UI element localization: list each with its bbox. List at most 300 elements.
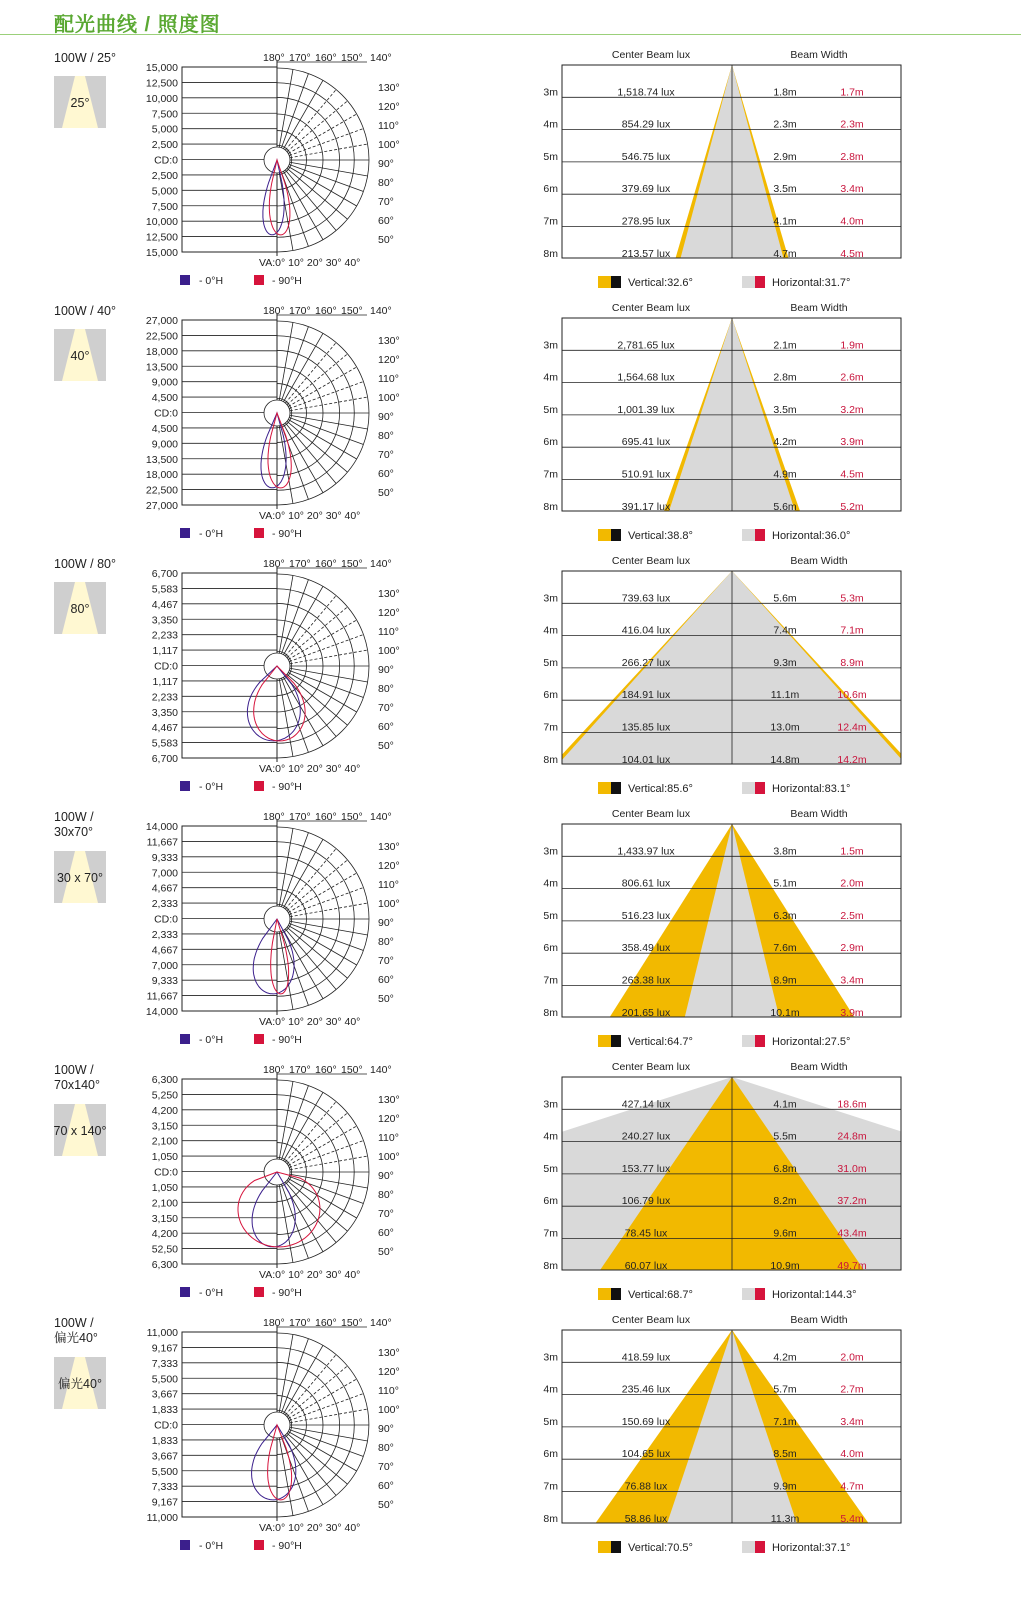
legend-90h-label: - 90°H: [272, 1540, 302, 1552]
horizontal-width-value: 4.7m: [840, 1480, 864, 1493]
distance-label: 8m: [543, 1512, 558, 1525]
distance-label: 8m: [543, 1006, 558, 1019]
polar-right-angle: 80°: [378, 936, 394, 948]
polar-tick-label: 6,300: [151, 1259, 178, 1271]
product-row-0: [54, 49, 901, 289]
vertical-width-value: 2.1m: [773, 339, 797, 352]
vertical-width-value: 1.8m: [773, 86, 797, 99]
polar-right-angle: 70°: [378, 196, 394, 208]
polar-right-angle: 120°: [378, 101, 400, 113]
distance-label: 4m: [543, 877, 558, 890]
distance-label: 6m: [543, 436, 558, 449]
legend-0h-swatch: [180, 528, 190, 538]
polar-tick-label: 5,250: [151, 1089, 178, 1102]
polar-right-angle: 110°: [378, 879, 399, 891]
center-lux-value: 1,564.68 lux: [617, 371, 675, 384]
polar-top-angle: 160°: [315, 52, 337, 64]
legend-90h-label: - 90°H: [272, 1287, 302, 1299]
legend-0h-label: - 0°H: [199, 275, 224, 287]
polar-tick-label: 3,150: [151, 1120, 178, 1133]
col-center-header: Center Beam lux: [611, 1314, 691, 1326]
polar-tick-label: 18,000: [145, 469, 178, 482]
distance-label: 3m: [543, 339, 558, 352]
polar-top-angle: 160°: [315, 1317, 337, 1329]
vertical-width-value: 7.1m: [773, 1415, 797, 1428]
vertical-width-value: 10.1m: [770, 1006, 800, 1019]
horizontal-angle-label: Horizontal:36.0°: [772, 530, 851, 542]
horizontal-width-value: 2.7m: [840, 1383, 864, 1396]
distance-label: 7m: [543, 1480, 558, 1493]
polar-tick-label: 15,000: [145, 62, 178, 74]
vertical-width-value: 9.9m: [773, 1480, 797, 1493]
polar-right-angle: 130°: [378, 841, 400, 853]
horizontal-width-value: 18.6m: [837, 1098, 867, 1111]
polar-tick-label: 2,500: [151, 169, 178, 182]
polar-tick-label: 5,000: [151, 185, 178, 198]
polar-right-angle: 120°: [378, 1113, 400, 1125]
polar-top-angle: 180°: [263, 305, 285, 317]
center-lux-value: 240.27 lux: [621, 1130, 671, 1143]
legend-0h-label: - 0°H: [199, 528, 224, 540]
distance-label: 5m: [543, 1162, 558, 1175]
horizontal-angle-label: Horizontal:144.3°: [772, 1289, 857, 1301]
horizontal-width-value: 2.8m: [840, 150, 864, 163]
horizontal-width-value: 10.6m: [837, 689, 867, 702]
polar-right-angle: 100°: [378, 139, 400, 151]
polar-top-angle: 170°: [289, 558, 311, 570]
legend-0h-swatch: [180, 781, 190, 791]
polar-right-angle: 80°: [378, 683, 394, 695]
center-lux-value: 135.85 lux: [621, 721, 671, 734]
center-lux-value: 695.41 lux: [621, 436, 671, 449]
polar-top-angle: 180°: [263, 811, 285, 823]
col-width-header: Beam Width: [790, 49, 848, 61]
horizontal-swatch-red: [755, 1541, 765, 1553]
polar-right-angle: 90°: [378, 1170, 394, 1182]
horizontal-width-value: 5.3m: [840, 592, 864, 605]
distance-label: 7m: [543, 721, 558, 734]
col-center-header: Center Beam lux: [611, 555, 691, 567]
polar-tick-label: 11,000: [146, 1327, 178, 1339]
center-lux-value: 104.01 lux: [621, 753, 671, 766]
vertical-width-value: 4.7m: [773, 247, 797, 260]
distance-label: 3m: [543, 86, 558, 99]
vertical-width-value: 3.8m: [773, 845, 797, 858]
polar-right-angle: 120°: [378, 1366, 400, 1378]
polar-tick-label: 1,117: [152, 675, 178, 688]
vertical-width-value: 5.6m: [773, 592, 797, 605]
polar-top-angle: 150°: [341, 811, 363, 823]
legend-90h-label: - 90°H: [272, 781, 302, 793]
polar-right-angle: 110°: [378, 1132, 399, 1144]
polar-right-angle: 60°: [378, 721, 394, 733]
col-center-header: Center Beam lux: [611, 49, 691, 61]
vertical-swatch-dark: [611, 1541, 621, 1553]
polar-tick-label: 9,167: [151, 1342, 178, 1355]
polar-tick-label: 4,200: [151, 1228, 178, 1241]
vertical-width-value: 11.3m: [770, 1512, 800, 1525]
legend-0h-label: - 0°H: [199, 1287, 224, 1299]
polar-right-angle: 60°: [378, 974, 394, 986]
polar-right-angle: 50°: [378, 1246, 394, 1258]
horizontal-swatch-red: [755, 529, 765, 541]
polar-right-angle: 80°: [378, 1442, 394, 1454]
polar-right-angle: 130°: [378, 1347, 400, 1359]
vertical-width-value: 9.3m: [773, 656, 797, 669]
horizontal-width-value: 4.5m: [840, 468, 864, 481]
center-lux-value: 213.57 lux: [621, 247, 671, 260]
polar-bottom-angles: VA:0° 10° 20° 30° 40°: [259, 1269, 361, 1281]
beam-badge-label: 偏光40°: [58, 1377, 102, 1391]
polar-right-angle: 100°: [378, 1404, 400, 1416]
vertical-width-value: 2.9m: [773, 150, 797, 163]
vertical-width-value: 10.9m: [770, 1259, 800, 1272]
vertical-swatch: [598, 1288, 611, 1300]
polar-tick-label: CD:0: [154, 407, 178, 420]
polar-tick-label: 9,333: [151, 975, 178, 988]
polar-tick-label: 1,050: [151, 1151, 178, 1164]
polar-top-angle: 170°: [289, 52, 311, 64]
legend-90h-swatch: [254, 275, 264, 285]
vertical-width-value: 8.5m: [773, 1448, 797, 1461]
legend-0h-label: - 0°H: [199, 1034, 224, 1046]
polar-bottom-angles: VA:0° 10° 20° 30° 40°: [259, 1522, 361, 1534]
horizontal-width-value: 24.8m: [837, 1130, 867, 1143]
vertical-angle-label: Vertical:64.7°: [628, 1036, 693, 1048]
center-lux-value: 266.27 lux: [621, 656, 671, 669]
product-label: 70x140°: [54, 1078, 101, 1092]
polar-tick-label: 2,333: [151, 898, 178, 911]
polar-right-angle: 80°: [378, 430, 394, 442]
horizontal-angle-label: Horizontal:83.1°: [772, 783, 851, 795]
distance-label: 6m: [543, 1195, 558, 1208]
polar-tick-label: 5,583: [151, 583, 178, 596]
legend-0h-swatch: [180, 275, 190, 285]
center-lux-value: 263.38 lux: [621, 974, 671, 987]
polar-right-angle: 60°: [378, 1480, 394, 1492]
product-label: 100W /: [54, 1316, 94, 1330]
polar-right-angle: 130°: [378, 335, 400, 347]
polar-right-angle: 70°: [378, 1461, 394, 1473]
vertical-width-value: 2.3m: [773, 118, 797, 131]
polar-tick-label: 4,467: [151, 722, 178, 735]
distance-label: 3m: [543, 1098, 558, 1111]
legend-90h-swatch: [254, 528, 264, 538]
vertical-swatch: [598, 529, 611, 541]
product-row-4: [54, 1061, 1021, 1301]
vertical-angle-label: Vertical:38.8°: [628, 530, 693, 542]
polar-tick-label: 4,500: [151, 392, 178, 405]
polar-right-angle: 110°: [378, 1385, 399, 1397]
polar-top-angle: 180°: [263, 52, 285, 64]
polar-tick-label: CD:0: [154, 1419, 178, 1432]
polar-top-angle: 150°: [341, 1064, 363, 1076]
horizontal-width-value: 7.1m: [840, 624, 864, 637]
product-label: 100W /: [54, 810, 94, 824]
horizontal-width-value: 14.2m: [837, 753, 867, 766]
polar-tick-label: 13,500: [145, 361, 178, 374]
center-lux-value: 76.88 lux: [624, 1480, 668, 1493]
beam-badge-label: 25°: [70, 96, 90, 110]
polar-tick-label: 5,500: [151, 1465, 178, 1478]
polar-tick-label: 7,500: [151, 108, 178, 121]
center-lux-value: 201.65 lux: [621, 1006, 671, 1019]
polar-tick-label: 7,500: [151, 200, 178, 213]
horizontal-swatch: [742, 1035, 755, 1047]
polar-right-angle: 90°: [378, 411, 394, 423]
polar-top-angle: 150°: [341, 52, 363, 64]
horizontal-angle-label: Horizontal:37.1°: [772, 1542, 851, 1554]
vertical-width-value: 8.2m: [773, 1195, 797, 1208]
vertical-width-value: 13.0m: [770, 721, 800, 734]
center-lux-value: 427.14 lux: [621, 1098, 671, 1111]
polar-tick-label: 10,000: [145, 92, 178, 105]
polar-tick-label: 4,667: [151, 944, 178, 957]
polar-tick-label: 12,500: [145, 231, 178, 244]
polar-tick-label: 4,467: [151, 598, 178, 611]
horizontal-width-value: 2.9m: [840, 942, 864, 955]
vertical-width-value: 7.6m: [773, 942, 797, 955]
horizontal-width-value: 43.4m: [837, 1227, 867, 1240]
polar-right-angle: 130°: [378, 1094, 400, 1106]
vertical-swatch-dark: [611, 1288, 621, 1300]
center-lux-value: 546.75 lux: [621, 150, 671, 163]
polar-right-angle: 100°: [378, 1151, 400, 1163]
horizontal-width-value: 1.7m: [840, 86, 864, 99]
polar-tick-label: 2,500: [151, 139, 178, 152]
polar-right-angle: 50°: [378, 1499, 394, 1511]
polar-top-angle: 160°: [315, 558, 337, 570]
polar-tick-label: 1,050: [151, 1181, 178, 1194]
center-lux-value: 416.04 lux: [621, 624, 671, 637]
vertical-swatch-dark: [611, 782, 621, 794]
polar-tick-label: 27,000: [145, 315, 178, 327]
distance-label: 7m: [543, 1227, 558, 1240]
distance-label: 6m: [543, 942, 558, 955]
polar-right-angle: 100°: [378, 645, 400, 657]
vertical-width-value: 5.5m: [773, 1130, 797, 1143]
polar-bottom-angles: VA:0° 10° 20° 30° 40°: [259, 257, 361, 269]
distance-label: 7m: [543, 215, 558, 228]
polar-tick-label: 12,500: [145, 77, 178, 90]
distance-label: 3m: [543, 592, 558, 605]
center-lux-value: 1,433.97 lux: [617, 845, 675, 858]
polar-right-angle: 120°: [378, 607, 400, 619]
polar-tick-label: 3,350: [151, 706, 178, 719]
horizontal-width-value: 12.4m: [837, 721, 867, 734]
vertical-angle-label: Vertical:32.6°: [628, 277, 693, 289]
polar-right-angle: 110°: [378, 373, 399, 385]
distance-label: 5m: [543, 909, 558, 922]
center-lux-value: 516.23 lux: [621, 909, 671, 922]
vertical-width-value: 11.1m: [770, 689, 800, 702]
polar-tick-label: 10,000: [145, 216, 178, 229]
distance-label: 4m: [543, 1130, 558, 1143]
center-lux-value: 78.45 lux: [624, 1227, 668, 1240]
beam-badge-label: 70 x 140°: [53, 1124, 107, 1138]
distance-label: 6m: [543, 689, 558, 702]
polar-top-angle: 160°: [315, 305, 337, 317]
horizontal-width-value: 4.5m: [840, 247, 864, 260]
polar-top-angle: 150°: [341, 305, 363, 317]
vertical-width-value: 9.6m: [773, 1227, 797, 1240]
center-lux-value: 150.69 lux: [621, 1415, 671, 1428]
polar-right-angle: 50°: [378, 740, 394, 752]
polar-tick-label: 9,333: [151, 851, 178, 864]
polar-right-angle: 70°: [378, 1208, 394, 1220]
polar-tick-label: 4,667: [151, 882, 178, 895]
polar-right-angle: 80°: [378, 1189, 394, 1201]
polar-top-angle: 140°: [370, 52, 392, 64]
polar-right-angle: 90°: [378, 1423, 394, 1435]
polar-right-angle: 120°: [378, 860, 400, 872]
vertical-angle-label: Vertical:70.5°: [628, 1542, 693, 1554]
vertical-width-value: 14.8m: [770, 753, 800, 766]
polar-right-angle: 60°: [378, 1227, 394, 1239]
polar-top-angle: 150°: [341, 558, 363, 570]
horizontal-angle-label: Horizontal:31.7°: [772, 277, 851, 289]
polar-tick-label: 5,500: [151, 1373, 178, 1386]
polar-tick-label: 2,233: [151, 691, 178, 704]
polar-top-angle: 160°: [315, 811, 337, 823]
polar-tick-label: 3,667: [151, 1450, 178, 1463]
legend-90h-label: - 90°H: [272, 528, 302, 540]
polar-tick-label: 4,500: [151, 422, 178, 435]
center-lux-value: 418.59 lux: [621, 1351, 671, 1364]
polar-right-angle: 70°: [378, 955, 394, 967]
polar-right-angle: 110°: [378, 120, 399, 132]
vertical-swatch: [598, 782, 611, 794]
polar-tick-label: 14,000: [145, 821, 178, 833]
polar-tick-label: 15,000: [145, 247, 178, 259]
center-lux-value: 854.29 lux: [621, 118, 671, 131]
distance-label: 4m: [543, 624, 558, 637]
polar-right-angle: 100°: [378, 898, 400, 910]
polar-bottom-angles: VA:0° 10° 20° 30° 40°: [259, 763, 361, 775]
center-lux-value: 153.77 lux: [621, 1162, 671, 1175]
polar-tick-label: 9,167: [151, 1496, 178, 1509]
distance-label: 3m: [543, 845, 558, 858]
product-row-1: [54, 302, 901, 542]
polar-tick-label: 2,100: [151, 1135, 178, 1148]
horizontal-width-value: 5.4m: [840, 1512, 864, 1525]
distance-label: 6m: [543, 1448, 558, 1461]
col-width-header: Beam Width: [790, 302, 848, 314]
horizontal-width-value: 3.2m: [840, 403, 864, 416]
vertical-swatch-dark: [611, 1035, 621, 1047]
horizontal-width-value: 4.0m: [840, 215, 864, 228]
polar-tick-label: 27,000: [145, 500, 178, 512]
polar-tick-label: 1,117: [152, 645, 178, 658]
horizontal-swatch: [742, 1288, 755, 1300]
polar-right-angle: 110°: [378, 626, 399, 638]
legend-0h-swatch: [180, 1540, 190, 1550]
polar-top-angle: 140°: [370, 1317, 392, 1329]
beam-badge-label: 30 x 70°: [56, 871, 104, 885]
legend-0h-label: - 0°H: [199, 781, 224, 793]
vertical-swatch: [598, 1035, 611, 1047]
center-lux-value: 106.79 lux: [621, 1195, 671, 1208]
polar-top-angle: 170°: [289, 811, 311, 823]
product-row-3: [54, 808, 901, 1048]
distance-label: 7m: [543, 974, 558, 987]
polar-right-angle: 80°: [378, 177, 394, 189]
polar-tick-label: 7,333: [151, 1357, 178, 1370]
vertical-angle-label: Vertical:68.7°: [628, 1289, 693, 1301]
polar-right-angle: 70°: [378, 449, 394, 461]
vertical-width-value: 5.1m: [773, 877, 797, 890]
distance-label: 8m: [543, 247, 558, 260]
polar-tick-label: 9,000: [151, 438, 178, 451]
legend-0h-label: - 0°H: [199, 1540, 224, 1552]
center-lux-value: 104.65 lux: [621, 1448, 671, 1461]
polar-tick-label: 14,000: [145, 1006, 178, 1018]
polar-right-angle: 90°: [378, 158, 394, 170]
vertical-swatch-dark: [611, 276, 621, 288]
polar-tick-label: CD:0: [154, 154, 178, 167]
polar-right-angle: 130°: [378, 82, 400, 94]
polar-tick-label: 6,700: [151, 568, 178, 580]
polar-tick-label: 3,667: [151, 1388, 178, 1401]
polar-tick-label: 3,150: [151, 1212, 178, 1225]
product-label: 30x70°: [54, 825, 94, 839]
legend-0h-swatch: [180, 1034, 190, 1044]
polar-top-angle: 170°: [289, 305, 311, 317]
col-center-header: Center Beam lux: [611, 1061, 691, 1073]
polar-tick-label: CD:0: [154, 913, 178, 926]
vertical-swatch: [598, 1541, 611, 1553]
vertical-width-value: 5.6m: [773, 500, 797, 513]
polar-right-angle: 90°: [378, 664, 394, 676]
polar-tick-label: 3,350: [151, 614, 178, 627]
vertical-width-value: 4.1m: [773, 1098, 797, 1111]
vertical-width-value: 5.7m: [773, 1383, 797, 1396]
polar-tick-label: 6,300: [151, 1074, 178, 1086]
distance-label: 7m: [543, 468, 558, 481]
horizontal-width-value: 2.3m: [840, 118, 864, 131]
distance-label: 3m: [543, 1351, 558, 1364]
polar-tick-label: 11,000: [146, 1512, 178, 1524]
polar-right-angle: 130°: [378, 588, 400, 600]
distance-label: 5m: [543, 403, 558, 416]
horizontal-swatch-red: [755, 1288, 765, 1300]
polar-tick-label: 2,233: [151, 629, 178, 642]
legend-90h-label: - 90°H: [272, 275, 302, 287]
center-lux-value: 278.95 lux: [621, 215, 671, 228]
polar-tick-label: 22,500: [145, 484, 178, 497]
legend-90h-swatch: [254, 1034, 264, 1044]
distance-label: 8m: [543, 1259, 558, 1272]
polar-right-angle: 90°: [378, 917, 394, 929]
product-label: 100W / 40°: [54, 304, 116, 318]
polar-tick-label: 1,833: [151, 1404, 178, 1417]
vertical-width-value: 4.2m: [773, 436, 797, 449]
horizontal-swatch-red: [755, 782, 765, 794]
col-width-header: Beam Width: [790, 1061, 848, 1073]
horizontal-width-value: 2.6m: [840, 371, 864, 384]
horizontal-width-value: 3.4m: [840, 974, 864, 987]
horizontal-width-value: 2.5m: [840, 909, 864, 922]
horizontal-swatch: [742, 782, 755, 794]
vertical-width-value: 2.8m: [773, 371, 797, 384]
col-center-header: Center Beam lux: [611, 302, 691, 314]
polar-tick-label: 1,833: [151, 1434, 178, 1447]
vertical-angle-label: Vertical:85.6°: [628, 783, 693, 795]
horizontal-width-value: 3.9m: [840, 436, 864, 449]
vertical-width-value: 4.9m: [773, 468, 797, 481]
center-lux-value: 510.91 lux: [621, 468, 671, 481]
horizontal-width-value: 1.5m: [840, 845, 864, 858]
